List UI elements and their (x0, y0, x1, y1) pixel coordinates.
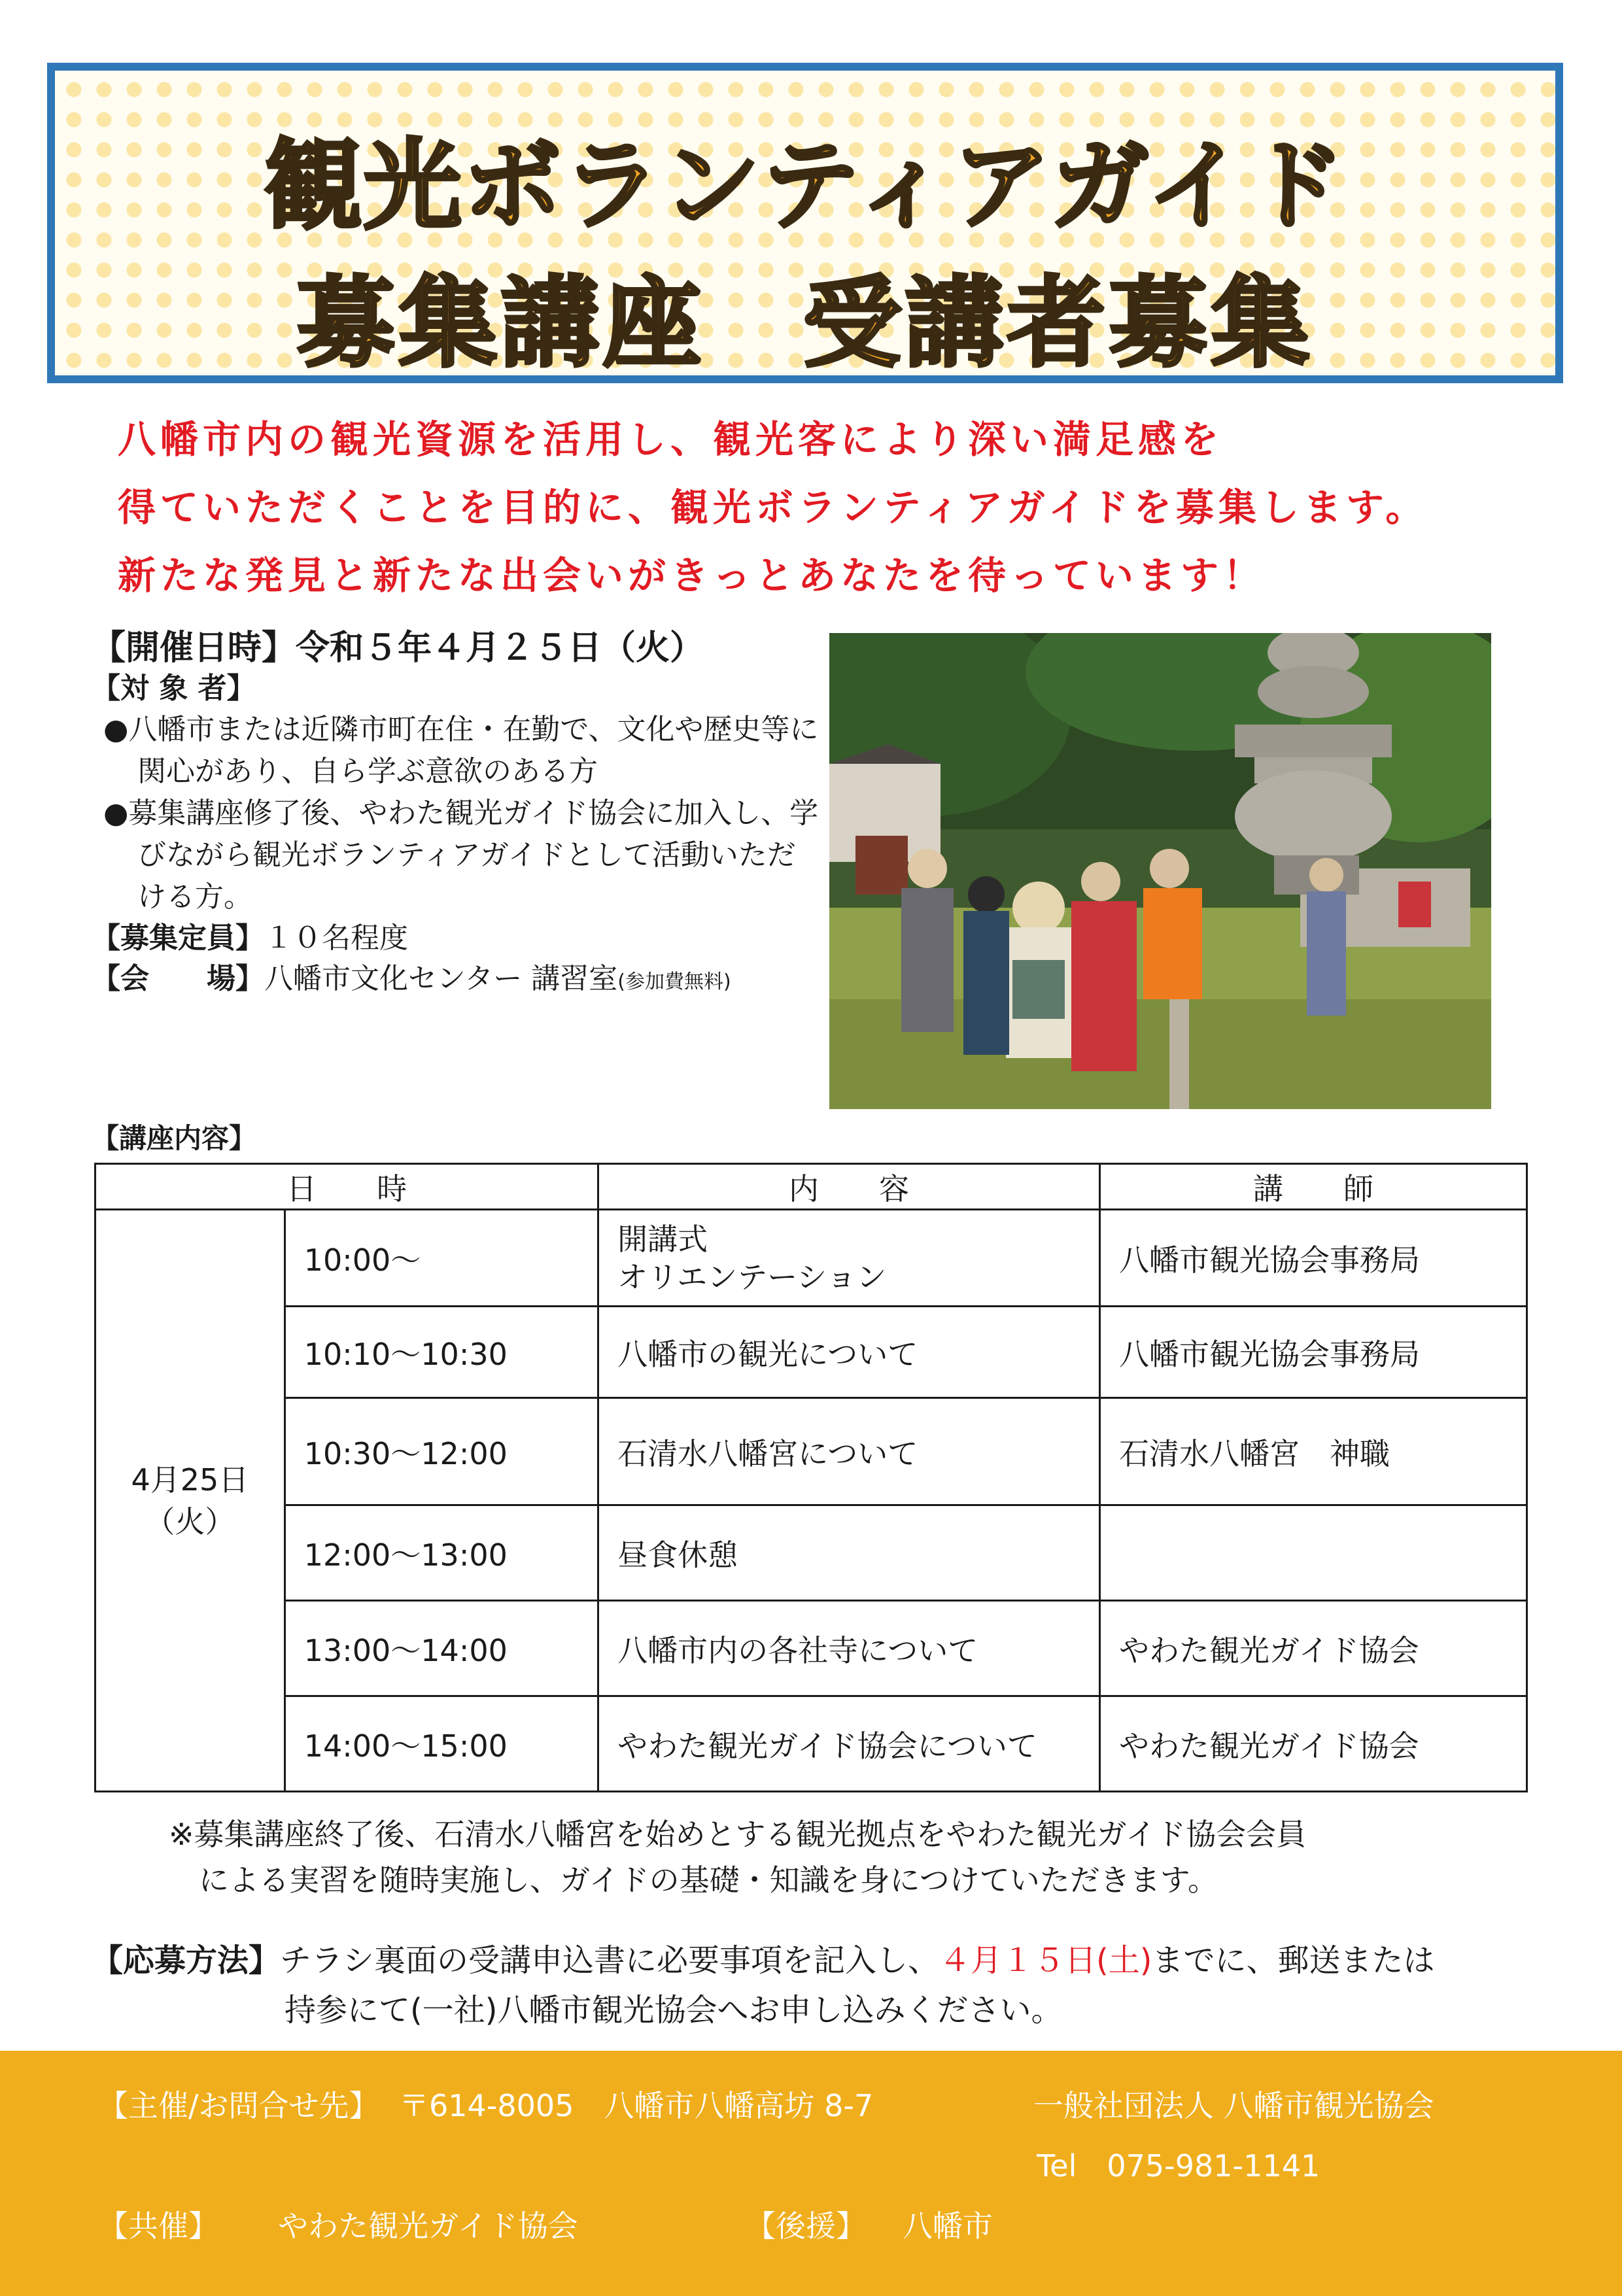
table-row (95, 1505, 1527, 1601)
weekday-line: （火） (145, 1503, 235, 1539)
footer-contact (0, 2051, 1622, 2296)
practice-note (169, 1811, 1477, 1903)
course-section-label: 【講座内容】 (92, 1122, 257, 1154)
cohost-label: 【共催】 (98, 2208, 218, 2244)
date-line: 4月25日 (131, 1462, 249, 1498)
lecturer-cell: 八幡市観光協会事務局 (1099, 1307, 1527, 1398)
lecturer-cell (1099, 1505, 1527, 1601)
intro-text (118, 405, 1530, 609)
organizer-tel: Tel 075-981-1141 (1037, 2148, 1320, 2184)
venue-row (92, 959, 824, 1002)
content-cell: やわた観光ガイド協会について (598, 1696, 1100, 1792)
table-row (95, 1210, 1527, 1307)
title-banner (47, 63, 1563, 383)
date-cell (95, 1210, 285, 1792)
content-cell (598, 1210, 1100, 1307)
venue-value: 八幡市文化センター 講習室 (264, 962, 618, 995)
event-date-row (92, 628, 824, 668)
intro-line: 新たな発見と新たな出会いがきっとあなたを待っています！ (118, 553, 1266, 598)
date-value: 令和５年４月２５日（火） (296, 628, 704, 668)
content-cell: 八幡市の観光について (598, 1307, 1100, 1398)
time-cell: 10:10～10:30 (285, 1307, 598, 1398)
title-part-course: 募集講座 (296, 267, 705, 381)
header-lecturer: 講 師 (1099, 1164, 1527, 1210)
event-info (92, 628, 824, 1002)
time-cell: 13:00～14:00 (285, 1601, 598, 1696)
date-label: 【開催日時】 (92, 628, 296, 668)
header-datetime: 日 時 (95, 1164, 598, 1210)
schedule-table (94, 1163, 1528, 1792)
time-cell: 10:00～ (285, 1210, 598, 1307)
content-cell: 八幡市内の各社寺について (598, 1601, 1100, 1696)
title-line-2 (55, 244, 1555, 385)
header-content: 内 容 (598, 1164, 1100, 1210)
intro-line: 八幡市内の観光資源を活用し、観光客により深い満足感を (118, 417, 1224, 462)
apply-text: チラシ裏面の受講申込書に必要事項を記入し、 (280, 1942, 940, 1979)
title-part-recruit: 受講者募集 (803, 267, 1314, 381)
organizer-label: 【主催/お問合せ先】 (98, 2088, 379, 2123)
note-line: ※募集講座終了後、石清水八幡宮を始めとする観光拠点をやわた観光ガイド協会会員 (169, 1817, 1307, 1852)
support-value: 八幡市 (903, 2208, 993, 2244)
apply-text: までに、郵送または (1152, 1942, 1435, 1979)
time-cell: 12:00～13:00 (285, 1505, 598, 1601)
target-label: 【対 象 者】 (92, 672, 256, 705)
apply-label: 【応募方法】 (92, 1942, 281, 1979)
note-line: による実習を随時実施し、ガイドの基礎・知識を身につけていただきます。 (199, 1862, 1218, 1898)
table-row (95, 1601, 1527, 1696)
support-label: 【後援】 (746, 2208, 866, 2244)
table-header-row (95, 1164, 1527, 1210)
capacity-row (92, 918, 824, 959)
target-item: ●八幡市または近隣市町在住・在勤で、文化や歴史等に関心があり、自ら学ぶ意欲のある方 (103, 713, 819, 788)
content-cell: 昼食休憩 (598, 1505, 1100, 1601)
table-row (95, 1307, 1527, 1398)
table-row (95, 1696, 1527, 1792)
lecturer-cell: 石清水八幡宮 神職 (1099, 1398, 1527, 1505)
content-line: 開講式 (617, 1221, 708, 1257)
cohost-value: やわた観光ガイド協会 (278, 2208, 578, 2244)
capacity-label: 【募集定員】 (92, 921, 264, 955)
application-method (92, 1936, 1530, 2035)
venue-label: 【会 場】 (92, 962, 264, 995)
target-item: ●募集講座修了後、やわた観光ガイド協会に加入し、学びながら観光ボランティアガイドとして活動いただける方。 (103, 797, 819, 914)
time-cell: 14:00～15:00 (285, 1696, 598, 1792)
photo-image (829, 633, 1491, 1109)
venue-note: (参加費無料) (617, 970, 731, 993)
organizer-name: 一般社団法人 八幡市観光協会 (1033, 2088, 1434, 2123)
title-line-1: 観光ボランティアガイド (264, 129, 1346, 243)
lecturer-cell: 八幡市観光協会事務局 (1099, 1210, 1527, 1307)
capacity-value: １０名程度 (264, 921, 408, 955)
apply-line-2: 持参にて(一社)八幡市観光協会へお申し込みください。 (285, 1992, 1063, 2029)
lecturer-cell: やわた観光ガイド協会 (1099, 1696, 1527, 1792)
intro-line: 得ていただくことを目的に、観光ボランティアガイドを募集します。 (118, 485, 1428, 530)
apply-line (92, 1936, 1530, 1985)
time-cell: 10:30～12:00 (285, 1398, 598, 1505)
content-line: オリエンテーション (617, 1259, 887, 1295)
lecturer-cell: やわた観光ガイド協会 (1099, 1601, 1527, 1696)
organizer-address: 〒614-8005 八幡市八幡高坊 8-7 (399, 2088, 874, 2123)
apply-deadline: ４月１５日(土) (939, 1942, 1152, 1979)
table-row (95, 1398, 1527, 1505)
content-cell: 石清水八幡宮について (598, 1398, 1100, 1505)
